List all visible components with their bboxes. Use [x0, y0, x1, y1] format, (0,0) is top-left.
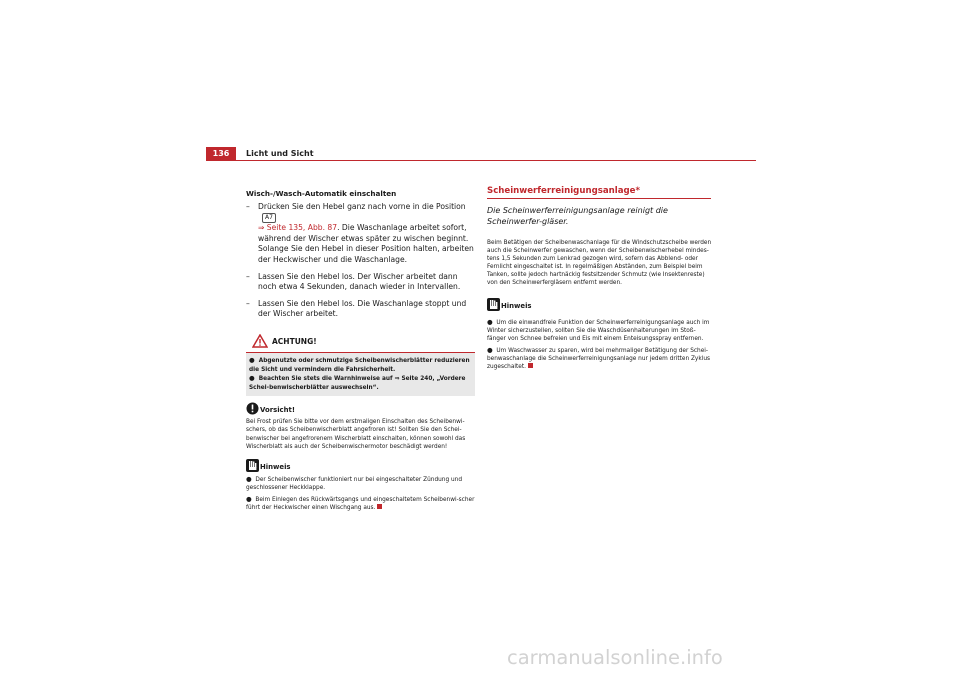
caution-title: Vorsicht!	[260, 406, 295, 415]
warning-header	[246, 332, 475, 353]
step-2-text: Lassen Sie den Hebel los. Der Wischer arbeitet dann noch etwa 4 Sekunden, danach wieder in Intervallen.	[258, 271, 461, 292]
headlight-washer-title: Scheinwerferreinigungsanlage*	[487, 186, 640, 196]
note-bullet-1-text: Der Scheibenwischer funktioniert nur bei eingeschalteter Zündung und geschlossener Heckklappe.	[246, 476, 463, 491]
right-note-bullet-2-text: Um Waschwasser zu sparen, wird bei mehrmaliger Betätigung der Schei-benwaschanlage die Scheinwerferreinigungsanlage nur jedem dritten Zyklus zugeschaltet.	[487, 347, 711, 371]
right-note-bullet-1-text: Um die einwandfreie Funktion der Scheinwerferreinigungsanlage auch im Winter sicherzustellen, sollten Sie die Waschdüsenhalterungen im Stoß-fänger von Schnee befreien und Eis mit einem Enteisungsspray entfernen.	[487, 319, 710, 342]
page-135-link[interactable]: ⇒ Seite 135, Abb. 87	[258, 223, 338, 233]
caution-icon	[246, 402, 259, 415]
step-3-text: Lassen Sie den Hebel los. Die Waschanlage stoppt und der Wischer arbeitet.	[258, 298, 467, 319]
warning-body	[246, 353, 475, 396]
step-3	[246, 299, 475, 320]
right-note-bullet-1	[487, 318, 712, 343]
section-title: Licht und Sicht	[246, 149, 314, 158]
page-number: 136	[206, 147, 236, 161]
warning-title: ACHTUNG!	[272, 336, 317, 346]
warning-bullet-1-text: Abgenutzte oder schmutzige Scheibenwischerblätter reduzieren die Sicht und vermindern die Fahrsicherheit.	[249, 357, 470, 373]
headlight-washer-subtitle: Die Scheinwerferreinigungsanlage reinigt die Scheinwerfer-gläser.	[487, 206, 668, 226]
bullet-icon: ●	[246, 474, 252, 483]
title-rule	[487, 198, 711, 199]
caution-text: Bei Frost prüfen Sie bitte vor dem erstmaligen Einschalten des Scheibenwi-schers, ob das Scheibenwischerblatt angefroren ist! Sollten Sie den Schei-benwischer bei angefrorenem Wischerblatt einschalten, können sowohl das Wischerblatt als auch der Scheibenwischermotor beschädigt werden!	[246, 419, 466, 450]
left-column	[246, 189, 475, 515]
note-title-right: Hinweis	[501, 301, 532, 310]
page-240-link[interactable]: ⇒ Seite 240, „Vordere Schei-benwischerblätter auswechseln“.	[249, 376, 466, 391]
note-bullet-1	[246, 475, 475, 492]
end-mark-icon	[528, 363, 533, 368]
note-hand-icon	[246, 459, 259, 472]
right-note-bullet-2	[487, 346, 712, 371]
step-dash: –	[246, 202, 250, 211]
step-1-text-b: . Die Waschanlage arbeitet sofort, während der Wischer etwas später zu wischen beginnt. Solange Sie den Hebel in dieser Position halten, arbeiten der Heckwischer und die Waschanlage.	[258, 223, 474, 264]
step-1	[246, 202, 475, 266]
warning-bullet-2-text: Beachten Sie stets die Warnhinweise auf	[258, 376, 395, 383]
step-dash: –	[246, 298, 250, 308]
step-dash: –	[246, 271, 250, 281]
step-2	[246, 272, 475, 293]
note-header-right	[487, 298, 712, 314]
end-mark-icon	[377, 504, 382, 509]
warning-triangle-icon	[252, 334, 268, 348]
note-header	[246, 459, 475, 475]
right-column	[487, 186, 712, 374]
wiper-heading: Wisch-/Wasch-Automatik einschalten	[246, 189, 397, 198]
warning-bullet-1	[249, 356, 472, 374]
warning-bullet-2	[249, 374, 472, 392]
warning-box	[246, 332, 475, 396]
headlight-washer-body: Beim Betätigen der Scheibenwaschanlage für die Windschutzscheibe werden auch die Scheinwerfer gewaschen, wenn der Scheibenwischerhebel mindes-tens 1,5 Sekunden zum Lenkrad gezogen wird, sofern das Abblend- oder Fernlicht eingeschaltet ist. In regelmäßigen Abständen, zum Beispiel beim Tanken, sollte jedoch hartnäckig festsitzender Schmutz (wie Insektenreste) von den Scheinwerfergläsern entfernt werden.	[487, 240, 712, 287]
note-hand-icon	[487, 298, 500, 311]
header-rule	[206, 160, 756, 161]
position-marker-a7: A7	[262, 213, 276, 223]
bullet-icon: ●	[487, 345, 493, 354]
note-bullet-2	[246, 495, 475, 512]
bullet-icon: ●	[246, 494, 252, 503]
watermark: carmanualsonline.info	[507, 646, 723, 669]
bullet-icon: ●	[249, 355, 255, 364]
caution-header	[246, 402, 475, 418]
note-bullet-2-text: Beim Einlegen des Rückwärtsgangs und eingeschaltetem Scheibenwi-scher führt der Heckwischer einen Wischgang aus.	[246, 496, 475, 511]
step-1-text-a: Drücken Sie den Hebel ganz nach vorne in die Position	[258, 202, 466, 211]
bullet-icon: ●	[487, 317, 493, 326]
note-title: Hinweis	[260, 462, 291, 471]
bullet-icon: ●	[249, 374, 255, 383]
